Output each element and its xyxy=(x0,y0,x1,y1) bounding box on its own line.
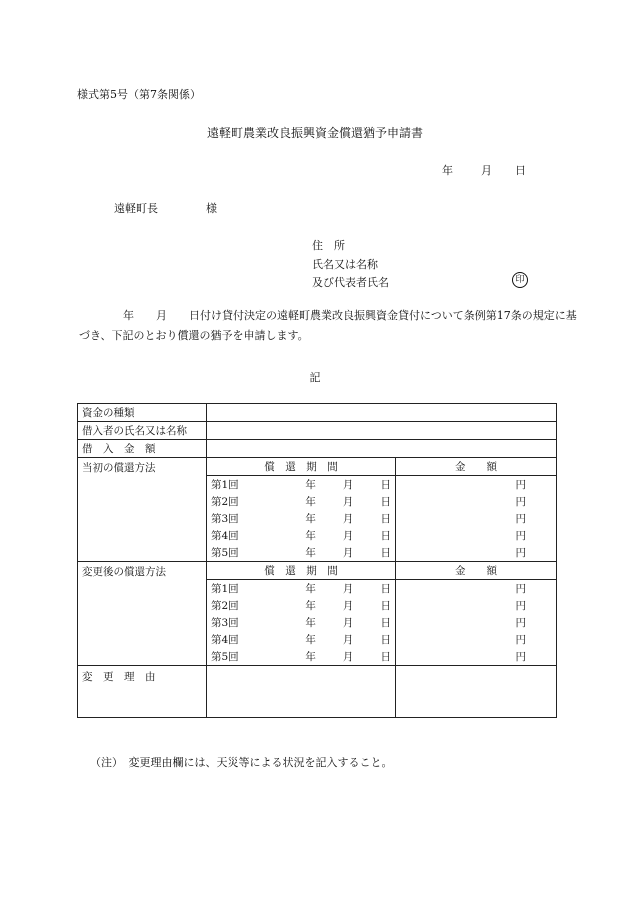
period-header: 償 還 期 間 xyxy=(207,562,396,580)
table-row xyxy=(78,404,557,422)
installment-period[interactable]: 第5回 年 月 日 xyxy=(207,544,396,562)
installment-amount[interactable]: 円 xyxy=(396,614,557,631)
installment-amount[interactable]: 円 xyxy=(396,527,557,544)
form-number: 様式第5号（第7条関係） xyxy=(77,88,201,101)
installment-period[interactable]: 第3回 年 月 日 xyxy=(207,510,396,527)
installment-period[interactable]: 第5回 年 月 日 xyxy=(207,648,396,666)
footnote: （注） 変更理由欄には、天災等による状況を記入すること。 xyxy=(90,756,393,769)
loan-amount-label: 借 入 金 額 xyxy=(78,440,207,458)
applicant-name-label: 氏名又は名称 xyxy=(312,258,378,271)
borrower-label: 借入者の氏名又は名称 xyxy=(78,422,207,440)
change-reason-label: 変 更 理 由 xyxy=(78,666,207,718)
page-title: 遠軽町農業改良振興資金償還猶予申請書 xyxy=(206,126,423,140)
change-reason-field-2[interactable] xyxy=(396,666,557,718)
installment-period[interactable]: 第2回 年 月 日 xyxy=(207,597,396,614)
installment-period[interactable]: 第3回 年 月 日 xyxy=(207,614,396,631)
installment-period[interactable]: 第4回 年 月 日 xyxy=(207,631,396,648)
installment-period[interactable]: 第4回 年 月 日 xyxy=(207,527,396,544)
table-row xyxy=(78,422,557,440)
application-table xyxy=(77,403,557,718)
borrower-field[interactable] xyxy=(207,422,557,440)
installment-period[interactable]: 第1回 年 月 日 xyxy=(207,580,396,598)
amount-header: 金 額 xyxy=(396,562,557,580)
installment-amount[interactable]: 円 xyxy=(396,493,557,510)
installment-amount[interactable]: 円 xyxy=(396,476,557,494)
table-row xyxy=(78,666,557,718)
seal-mark-icon: 印 xyxy=(512,272,528,288)
table-row xyxy=(78,440,557,458)
applicant-address-label: 住 所 xyxy=(312,239,345,252)
ki-heading: 記 xyxy=(309,371,321,384)
change-reason-field[interactable] xyxy=(207,666,396,718)
date-month[interactable]: 月 xyxy=(481,164,492,177)
period-header: 償 還 期 間 xyxy=(207,458,396,476)
applicant-representative-label: 及び代表者氏名 xyxy=(312,276,389,289)
loan-amount-field[interactable] xyxy=(207,440,557,458)
amount-header: 金 額 xyxy=(396,458,557,476)
changed-method-label: 変更後の償還方法 xyxy=(78,562,207,666)
installment-amount[interactable]: 円 xyxy=(396,631,557,648)
installment-amount[interactable]: 円 xyxy=(396,580,557,598)
date-year[interactable]: 年 xyxy=(442,164,453,177)
original-method-label: 当初の償還方法 xyxy=(78,458,207,562)
table-row xyxy=(78,458,557,476)
table-row xyxy=(78,562,557,580)
installment-amount[interactable]: 円 xyxy=(396,510,557,527)
installment-period[interactable]: 第2回 年 月 日 xyxy=(207,493,396,510)
installment-period[interactable]: 第1回 年 月 日 xyxy=(207,476,396,494)
installment-amount[interactable]: 円 xyxy=(396,544,557,562)
fund-type-label: 資金の種類 xyxy=(78,404,207,422)
request-body-text: 年 月 日付け貸付決定の遠軽町農業改良振興資金貸付について条例第17条の規定に基づき、下記のとおり償還の猶予を申請します。 xyxy=(79,309,577,342)
installment-amount[interactable]: 円 xyxy=(396,648,557,666)
installment-amount[interactable]: 円 xyxy=(396,597,557,614)
addressee: 遠軽町長 xyxy=(114,202,158,215)
date-day[interactable]: 日 xyxy=(515,164,526,177)
honorific: 様 xyxy=(206,202,217,215)
fund-type-field[interactable] xyxy=(207,404,557,422)
